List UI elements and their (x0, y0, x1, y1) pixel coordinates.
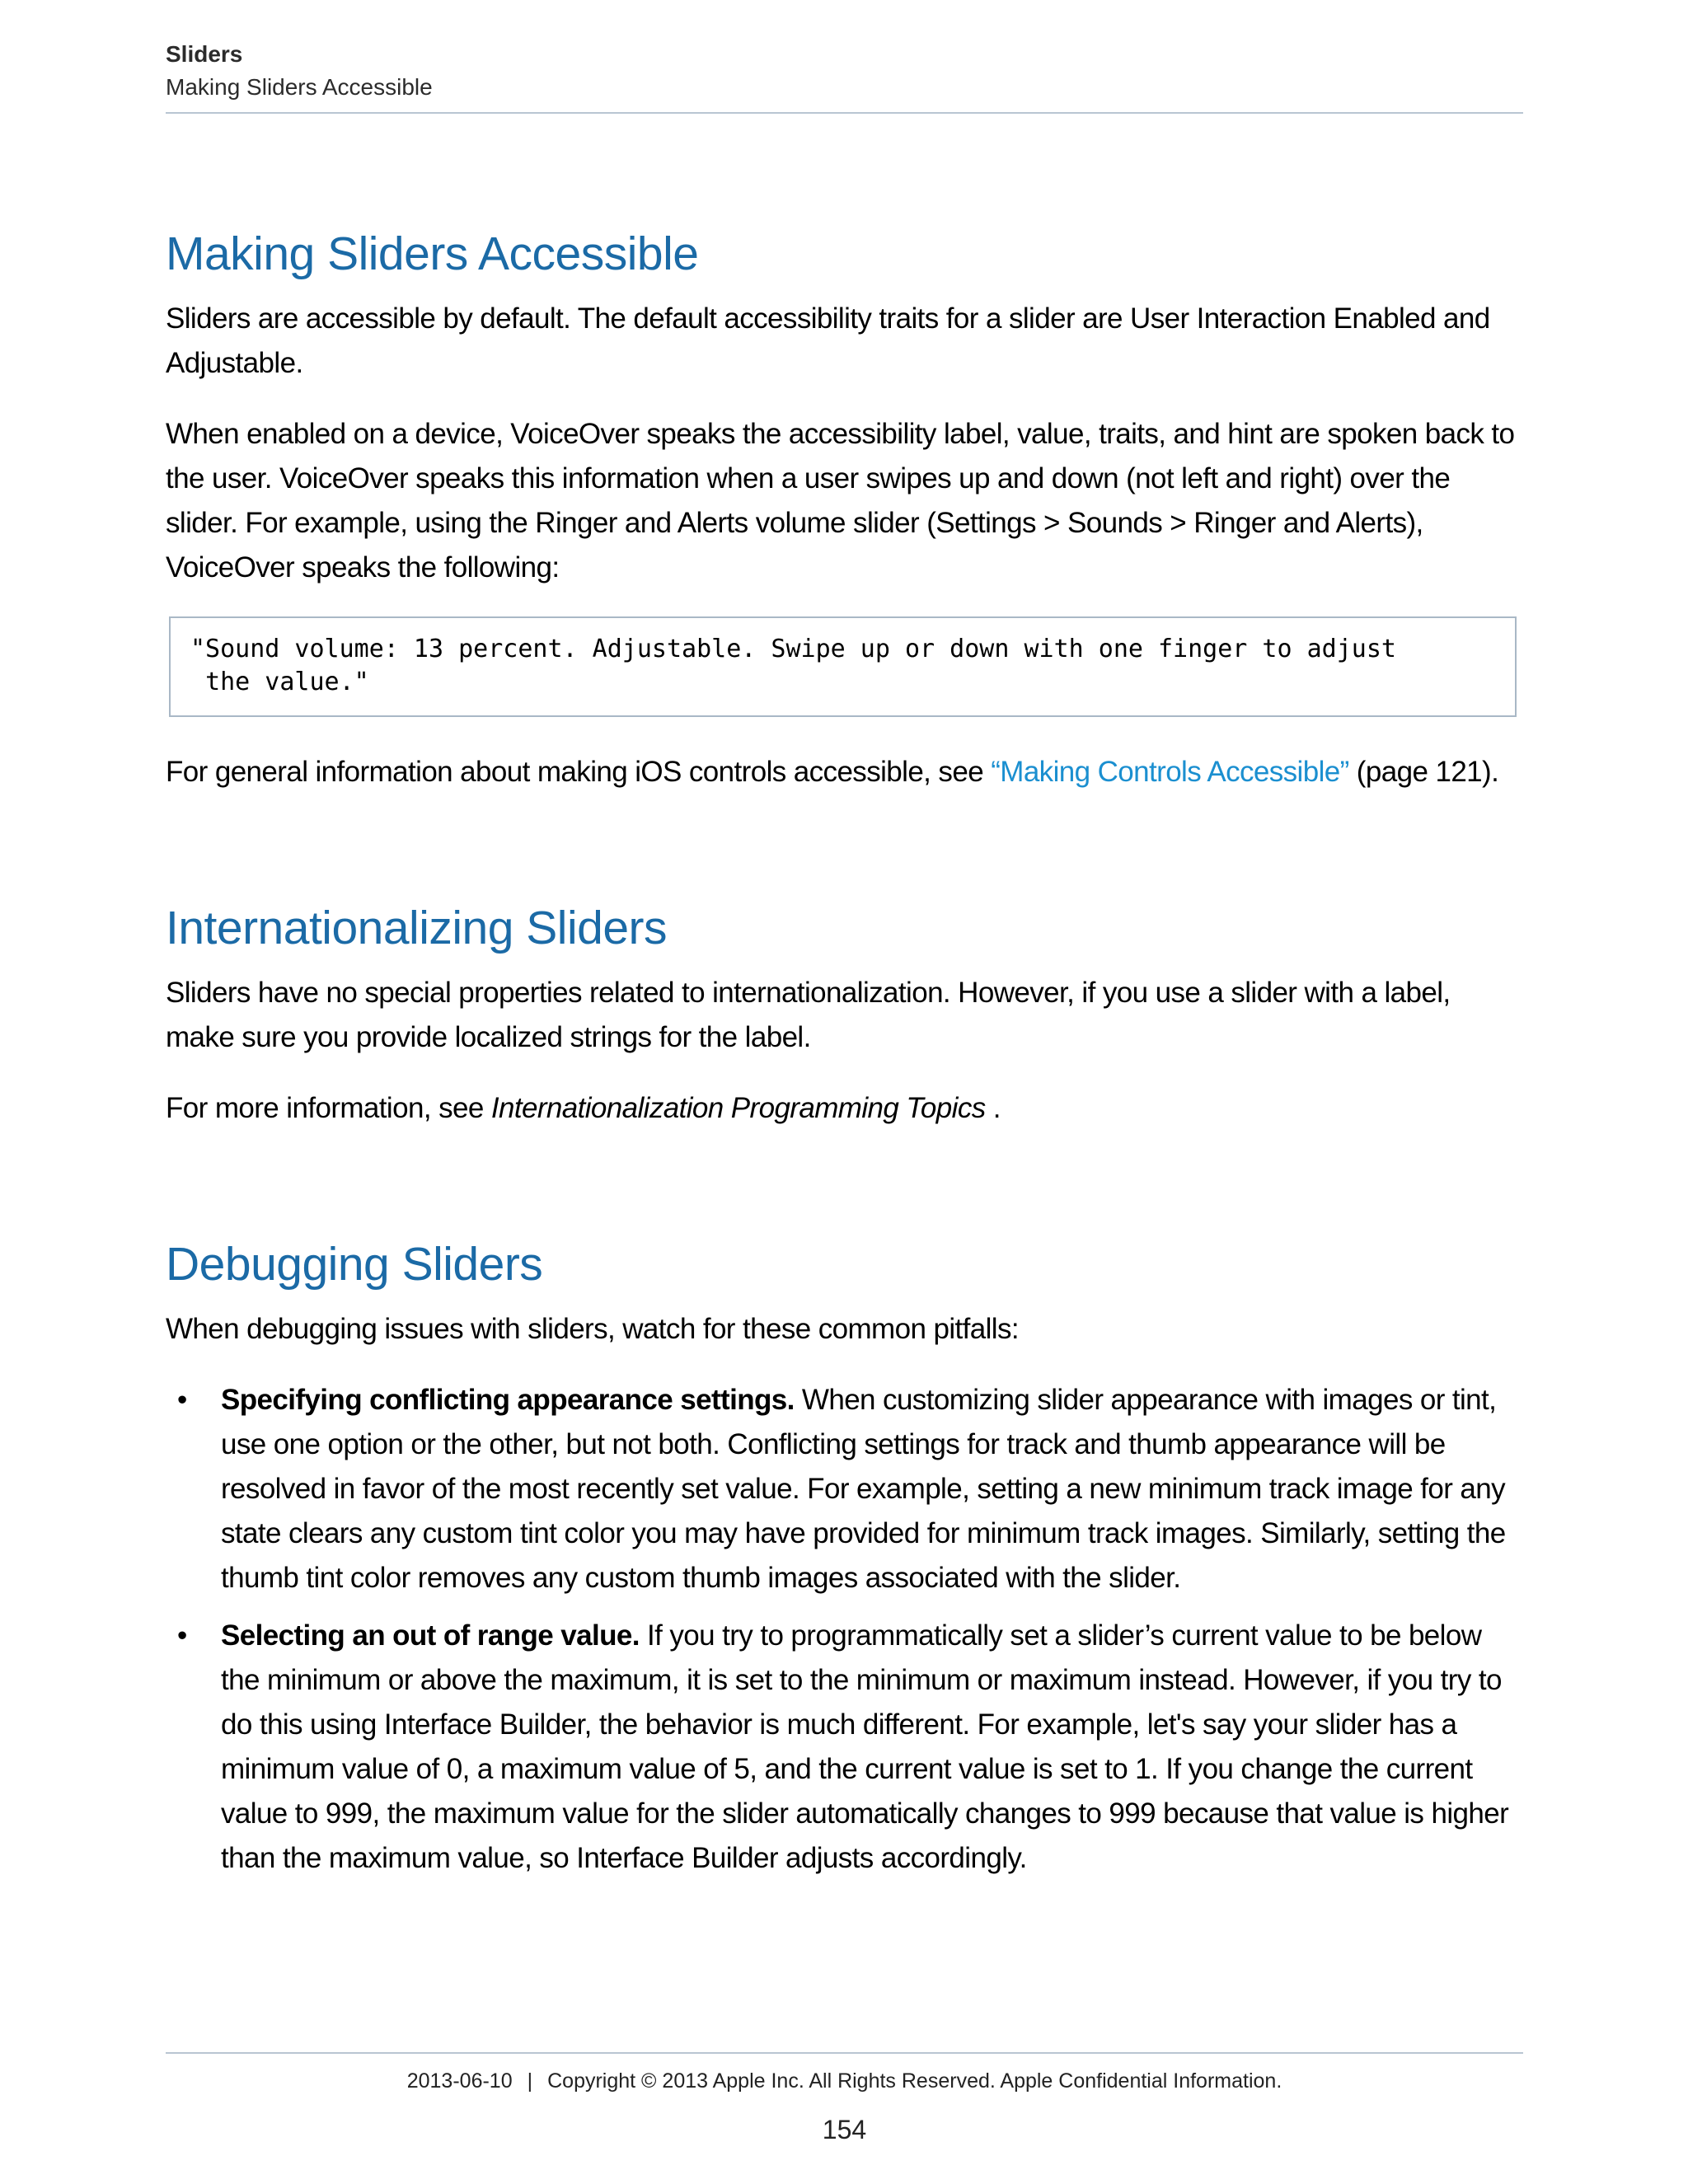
section-spacer (166, 1157, 1523, 1233)
intl-p2-text-after: . (985, 1092, 1001, 1124)
footer-line (166, 2067, 1523, 2095)
running-header (166, 38, 1523, 114)
pitfalls-list (166, 1378, 1523, 1881)
bullet-icon: • (177, 1384, 187, 1416)
section-spacer (166, 821, 1523, 897)
intl-paragraph-2 (166, 1086, 1523, 1131)
footer-date: 2013-06-10 (406, 2069, 513, 2093)
debugging-intro: When debugging issues with sliders, watch for these common pitfalls: (166, 1313, 1019, 1345)
accessible-p3-text-before: For general information about making iOS controls accessible, see (166, 756, 992, 788)
accessible-paragraph-3 (166, 750, 1523, 794)
list-item-text: When customizing slider appearance with images or tint, use one option or the other, but not both. Conflicting settings for track and thumb appearance will be resolved in favor of the most recently set value. For example, setting a new minimum track image for any state clears any custom tint color you may have provided for minimum track images. Similarly, setting the thumb tint color removes any custom thumb images associated with the slider. (221, 1384, 1506, 1594)
header-section-title: Making Sliders Accessible (166, 74, 433, 100)
making-controls-accessible-link[interactable]: “Making Controls Accessible” (991, 756, 1349, 788)
heading-debugging-sliders: Debugging Sliders (166, 1238, 543, 1291)
page-footer (166, 2052, 1523, 2146)
footer-copyright: Copyright © 2013 Apple Inc. All Rights Reserved. Apple Confidential Information. (547, 2069, 1282, 2093)
list-item (166, 1614, 1523, 1881)
list-item (166, 1378, 1523, 1601)
intl-p2-text-before: For more information, see (166, 1092, 491, 1124)
heading-making-sliders-accessible: Making Sliders Accessible (166, 227, 699, 280)
intl-programming-topics-title: Internationalization Programming Topics (490, 1092, 986, 1124)
intl-paragraph-1: Sliders have no special properties related to internationalization. However, if you use a slider with a label, make sure you provide localized strings for the label. (166, 977, 1451, 1053)
header-chapter-title: Sliders (166, 41, 243, 67)
page-number: 154 (822, 2115, 867, 2144)
footer-separator: | (527, 2069, 533, 2093)
list-item-text: If you try to programmatically set a slider’s current value to be below the minimum or above the maximum, it is set to the minimum or maximum instead. However, if you try to do this using Interface Builder, the behavior is much different. For example, let's say your slider has a minimum value of 0, a maximum value of 5, and the current value is set to 1. If you change the current value to 999, the maximum value for the slider automatically changes to 999 because that value is higher than the maximum value, so Interface Builder adjusts accordingly. (221, 1619, 1509, 1874)
list-item-lead: Selecting an out of range value. (221, 1619, 640, 1652)
accessible-paragraph-2: When enabled on a device, VoiceOver speaks the accessibility label, value, traits, and hint are spoken back to the user. VoiceOver speaks this information when a user swipes up and down (not left and right) over the slider. For example, using the Ringer and Alerts volume slider (Settings > Sounds > Ringer and Alerts), VoiceOver speaks the following: (166, 418, 1515, 583)
heading-internationalizing-sliders: Internationalizing Sliders (166, 902, 668, 954)
accessible-p3-text-after: (page 121). (1348, 756, 1499, 788)
code-listing: "Sound volume: 13 percent. Adjustable. Swipe up or down with one finger to adjust the value." (169, 616, 1517, 717)
page-content (166, 223, 1523, 1894)
bullet-icon: • (177, 1619, 187, 1652)
accessible-paragraph-1: Sliders are accessible by default. The default accessibility traits for a slider are User Interaction Enabled and Adjustable. (166, 302, 1490, 379)
list-item-lead: Specifying conflicting appearance settings. (221, 1384, 795, 1416)
